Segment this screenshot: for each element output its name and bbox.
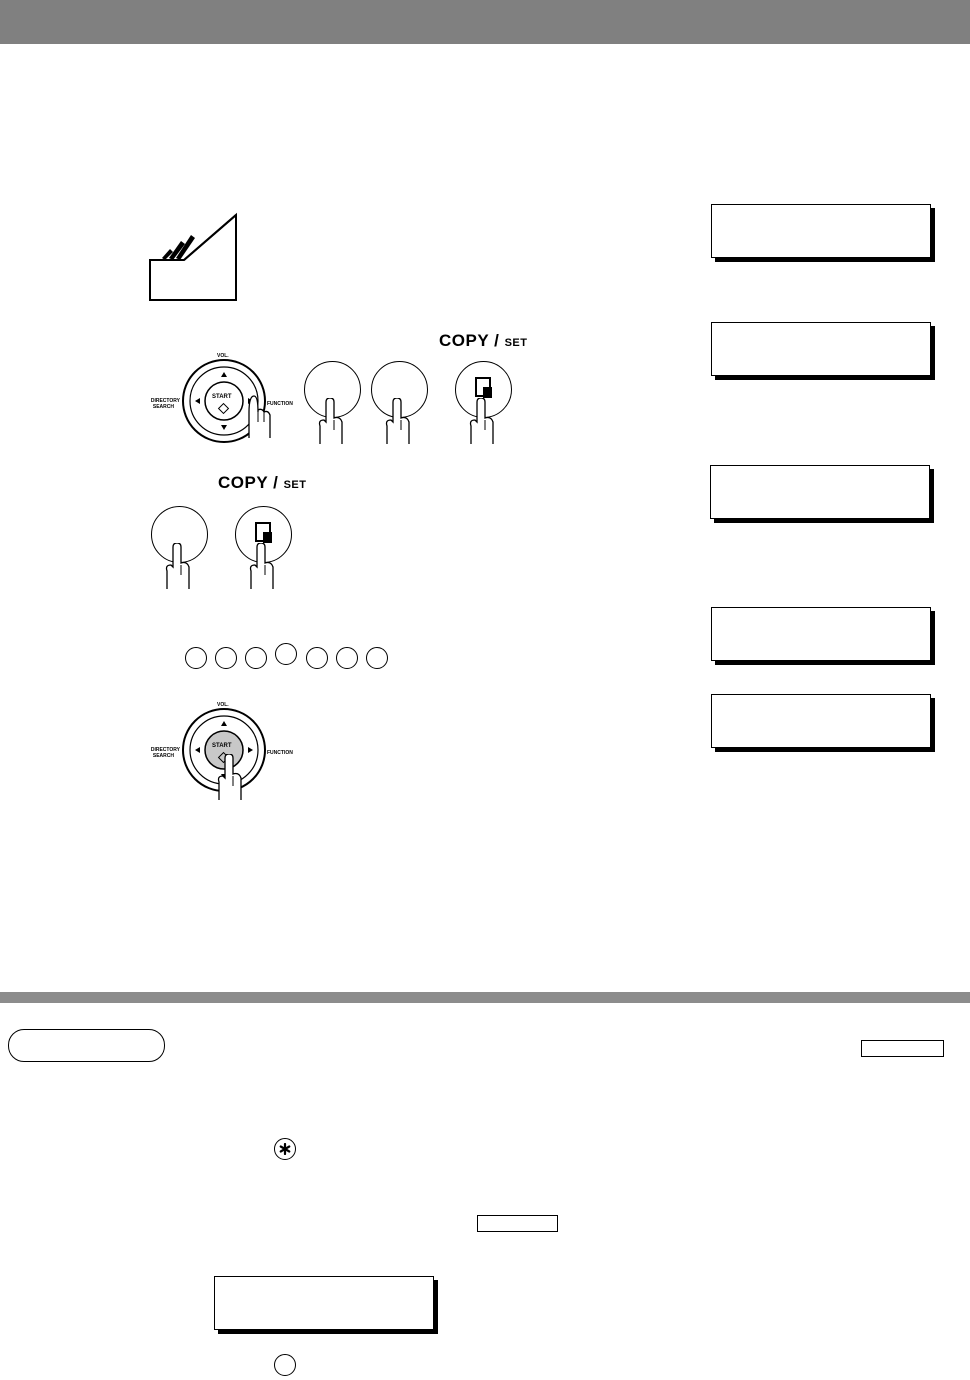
start-label: START	[212, 743, 232, 749]
header-bar	[0, 0, 970, 44]
vol-label: VOL.	[217, 353, 229, 359]
finger-press-icon	[240, 392, 274, 440]
finger-press-icon	[213, 754, 247, 802]
lcd-display-2	[711, 322, 931, 376]
vol-label: VOL.	[217, 702, 229, 708]
document-feed-icon	[140, 212, 240, 304]
finger-press-icon	[245, 543, 279, 591]
copy-icon	[475, 377, 493, 399]
function-label: FUNCTION	[267, 401, 293, 407]
search-label: SEARCH	[152, 404, 174, 410]
lcd-display-1	[711, 204, 931, 258]
digit-key[interactable]	[306, 647, 328, 669]
note-label-pill	[8, 1029, 165, 1062]
copy-set-label-step2	[439, 331, 527, 351]
copy-text: COPY	[439, 331, 489, 350]
copy-icon	[255, 522, 273, 544]
function-label: FUNCTION	[267, 750, 293, 756]
directory-label: DIRECTORY	[150, 747, 180, 753]
key-label-box	[477, 1215, 558, 1232]
directory-label: DIRECTORY	[150, 398, 180, 404]
digit-key[interactable]	[336, 647, 358, 669]
search-label: SEARCH	[152, 753, 174, 759]
slash-text: /	[494, 331, 500, 350]
copy-set-label-step3	[218, 473, 306, 493]
finger-press-icon	[381, 398, 415, 446]
digit-key[interactable]	[366, 647, 388, 669]
finger-press-icon	[161, 543, 195, 591]
copy-text: COPY	[218, 473, 268, 492]
star-key[interactable]	[274, 1138, 296, 1160]
keypad-key[interactable]	[274, 1354, 296, 1376]
navigator-dial-step2[interactable]	[136, 353, 306, 445]
digit-key[interactable]	[215, 647, 237, 669]
finger-press-icon	[314, 398, 348, 446]
set-text: SET	[283, 479, 307, 491]
lcd-display-3	[710, 465, 930, 519]
finger-press-icon	[465, 398, 499, 446]
set-text: SET	[504, 337, 528, 349]
section-divider-bar	[0, 992, 970, 1003]
digit-key[interactable]	[275, 643, 297, 665]
start-label: START	[212, 394, 232, 400]
key-label-box	[861, 1040, 944, 1057]
lcd-display-4	[711, 607, 931, 661]
lcd-display-6	[214, 1276, 434, 1330]
slash-text: /	[273, 473, 279, 492]
digit-key[interactable]	[185, 647, 207, 669]
asterisk-icon	[279, 1143, 291, 1155]
lcd-display-5	[711, 694, 931, 748]
digit-key[interactable]	[245, 647, 267, 669]
